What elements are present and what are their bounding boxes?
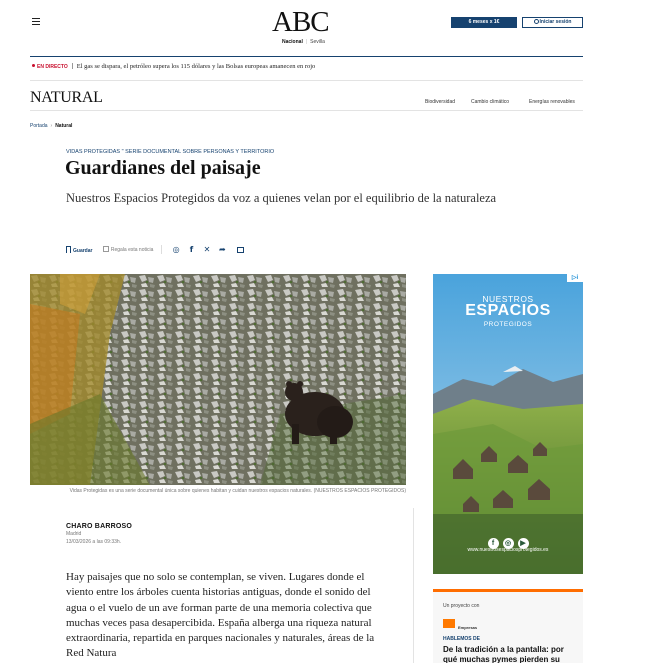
edition-sevilla[interactable]: Sevilla [310,39,325,45]
save-label: Guardar [73,247,93,254]
site-header [0,0,667,56]
ad-choices-icon[interactable]: ▷i [567,274,583,282]
author-name[interactable]: CHARO BARROSO [66,523,132,530]
author-location: Madrid [66,531,82,537]
youtube-icon[interactable]: ▶ [518,538,529,549]
facebook-icon[interactable]: f [488,538,499,549]
x-icon[interactable]: ✕ [203,245,211,254]
breadcrumb-current[interactable]: Natural [55,123,73,129]
facebook-icon[interactable]: f [189,245,194,254]
section-divider [30,110,583,111]
column-divider [413,508,414,663]
ticker-divider [30,80,583,81]
save-button[interactable] [66,246,92,254]
instagram-icon[interactable]: ◎ [503,538,514,549]
site-logo[interactable]: ABC [272,6,329,38]
ad-title-line2: ESPACIOS [465,302,551,319]
section-logo[interactable]: NATURAL [30,89,103,106]
chevron-right-icon: › [50,123,53,129]
sponsored-promo[interactable] [433,589,583,663]
section-nav-energias[interactable]: Energías renovables [529,99,575,105]
user-icon [534,19,539,24]
breadcrumb [30,123,72,129]
ad-url[interactable]: www.nuestrosespaciosprotegidos.es [467,547,549,553]
header-divider [30,56,583,57]
article-actions [66,245,244,257]
live-tag: EN DIRECTO [37,64,68,70]
article-photo[interactable] [30,274,406,485]
gift-icon [103,246,109,252]
publish-date: 13/03/2026 a las 09:33h. [66,539,122,545]
photo-caption: Vidas Protegidas es una serie documental única sobre quienes habitan y cuidan nuestros espacios naturales. (NUESTROS ESPACIOS PROTEGIDOS) [69,488,406,494]
edition-selector: Nacional | Sevilla [282,39,325,45]
edition-nacional[interactable]: Nacional [282,39,303,45]
comment-icon[interactable] [237,247,244,253]
promo-company: Empresas [458,625,478,630]
login-button[interactable] [522,17,583,28]
subscribe-button[interactable]: 6 meses x 1€ [451,17,517,28]
live-ticker[interactable] [32,62,315,72]
breadcrumb-home[interactable]: Portada [30,123,48,129]
menu-icon[interactable] [32,18,40,25]
article-body: Hay paisajes que no solo se contemplan, se viven. Lugares donde el viento entre los árboles cuenta historias antiguas, donde el sonido del agua o el vuelo de un ave forman parte de una memoria colectiva que muchas veces pasa desapercibida. España alberga una riqueza natural extraordinaria, repartida en parques nacionales y naturales, áreas de la Red Natura [66,571,375,660]
share-icon[interactable]: ➦ [218,245,226,254]
promo-label: Un proyecto con [443,603,480,609]
promo-title[interactable]: De la tradición a la pantalla: por qué muchas pymes pierden su [443,645,564,663]
bookmark-icon [66,246,71,253]
article-kicker: VIDAS PROTEGIDAS " SERIE DOCUMENTAL SOBRE PERSONAS Y TERRITORIO [66,149,275,155]
orange-logo-icon [443,619,455,628]
gift-label: Regala esta noticia [110,247,154,253]
login-label: Iniciar sesión [539,19,572,25]
live-headline[interactable]: El gas se dispara, el petróleo supera los 115 dólares y las Bolsas europeas amanecen en rojo [76,63,316,70]
gift-article-button[interactable] [103,246,154,253]
whatsapp-icon[interactable]: ◎ [172,245,180,254]
section-nav-cambio-climatico[interactable]: Cambio climático [471,99,510,105]
article-subtitle: Nuestros Espacios Protegidos da voz a quienes velan por el equilibrio de la naturaleza [66,191,497,205]
ad-title-line3: PROTEGIDOS [483,321,533,328]
ad-banner[interactable] [433,274,583,574]
live-dot-icon [32,64,35,67]
promo-section: HABLEMOS DE [443,636,480,642]
article-title: Guardianes del paisaje [65,157,261,179]
author-block [66,523,132,546]
ad-title-line1: NUESTROS [482,294,534,304]
section-nav-biodiversidad[interactable]: Biodiversidad [425,99,456,105]
